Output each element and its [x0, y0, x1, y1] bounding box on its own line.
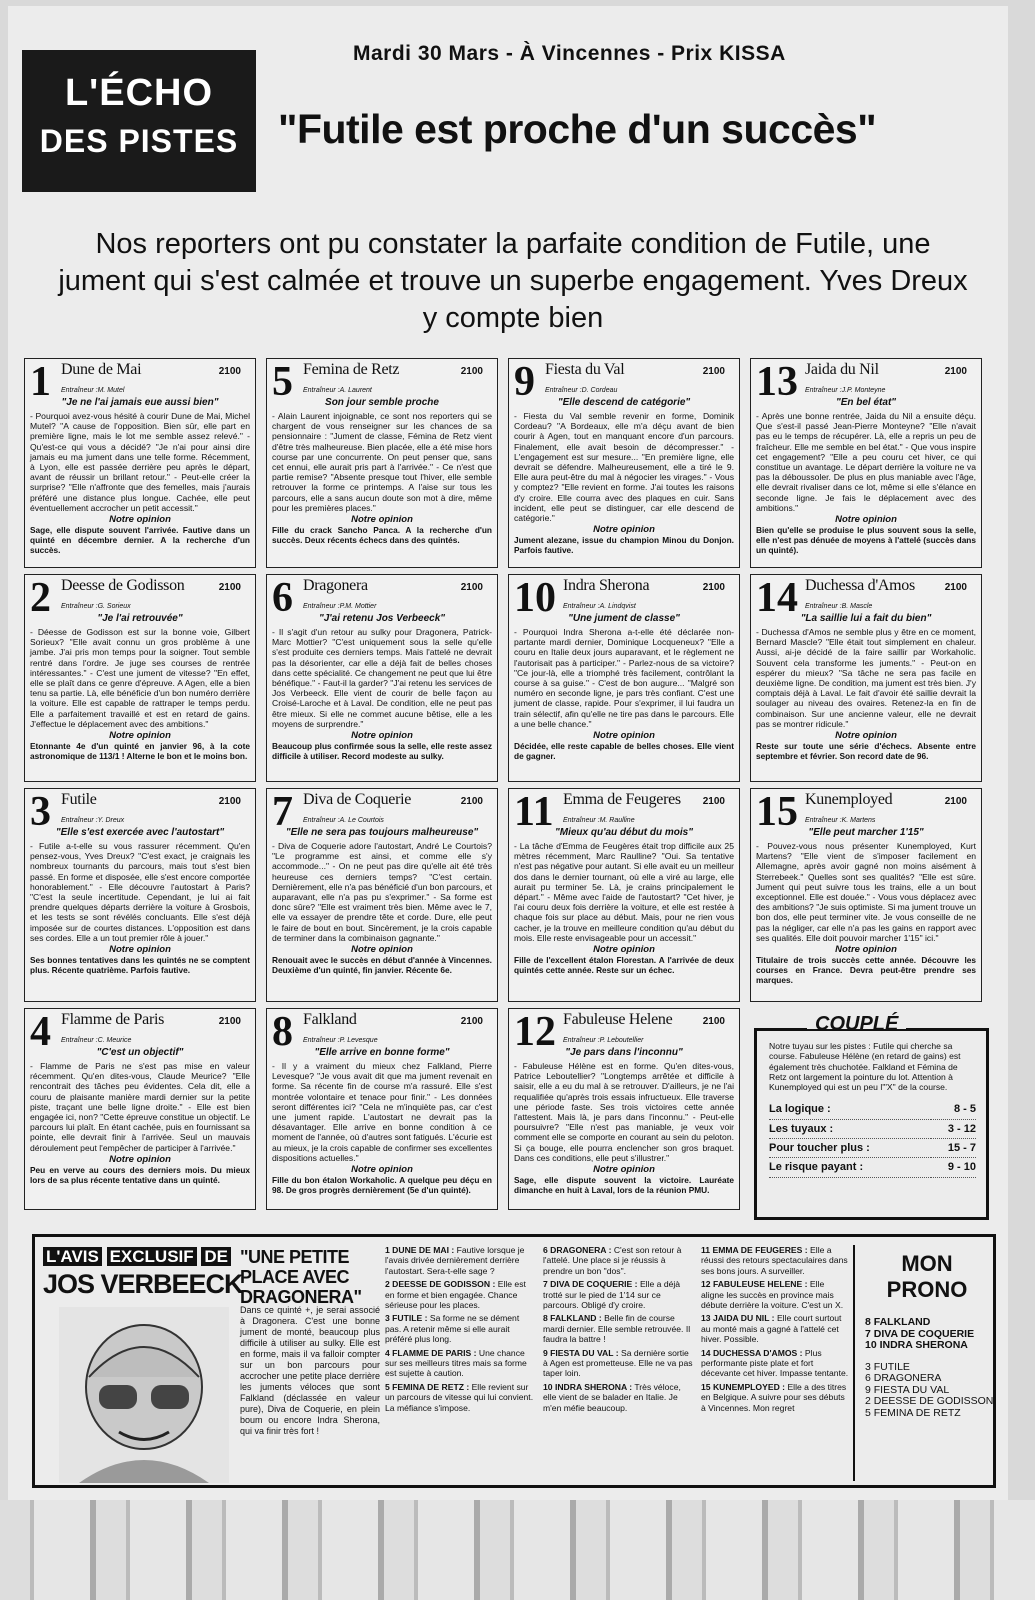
horse-interview: - Pourquoi avez-vous hésité à courir Dune de Mai, Michel Mutel? "A cause de l'opposition. Bien sûr, elle part en première ligne, mais le lot me semble assez relevé." - Qu'est-ce qui vous a décidé? "Je n'ai pour ainsi dire jamais eu ma jument dans une telle forme. Récemment, à Lyon, elle est passée derrière peu après le départ, avant de réussir un brillant retour." - Peut-elle créer la surprise? "Elle n'affronte que des femelles, mais j'aurais préféré une distance plus longue. Cachée, elle peut éventuellement accrocher un petit accessit." [30, 411, 250, 513]
avis-horse-heading: 15 KUNEMPLOYED : [701, 1381, 786, 1392]
avis-horse-text: Une chance sur ses meilleurs titres mais sa forme est sujette à caution. [385, 1347, 527, 1379]
horse-name: Kunemployed [805, 791, 893, 808]
horse-opinion: Jument alezane, issue du champion Minou du Donjon. Parfois fautive. [514, 535, 734, 556]
horse-quote: Son jour semble proche [325, 397, 439, 408]
horse-card [266, 788, 498, 1002]
horse-interview: - Après une bonne rentrée, Jaida du Nil a ensuite déçu. Que s'est-il passé Jean-Pierre Monteyne? "Elle n'avait pas eu le temps de récupérer. Là, elle a repris un peu de fraîcheur. Elle me semble en bel état." - Que vous inspire cet engagement? "Elle a peu couru cet hiver, ce qui constitue un avantage. Le départ derrière la voiture ne va pas la déboussoler. De plus en plus maniable avec l'âge, elle devrait rivaliser dans ce lot, même si elle s'élance en seconde ligne. Je fais le déplacement avec des ambitions." [756, 411, 976, 513]
horse-quote: "Une jument de classe" [568, 613, 680, 624]
couple-row [769, 1139, 976, 1158]
horse-name: Flamme de Paris [61, 1011, 165, 1028]
horse-number: 5 [272, 359, 293, 405]
avis-horse-text: Sa forme ne se dément pas. A retenir même si elle aurait préféré plus long. [385, 1313, 520, 1345]
horse-interview: - Il y a vraiment du mieux chez Falkland, Pierre Levesque? "Je vous avait dit que ma jument revenait en forme. Sa récente fin de course m'a rassuré. Elle s'est montrée volontaire et tenace pour finir." - Les données seront différentes ici? "Cela ne m'inquiète pas, car c'est une jument rapide. L'autostart ne devrait pas la désavantager. Elle arrive en bonne condition à ce moment de l'année, où d'autres sont fatigués. L'écurie est au mieux, je la crois capable de confirmer ses excellentes dispositions actuelles." [272, 1061, 492, 1163]
trainer-name: Entraîneur :G. Sorieux [61, 603, 131, 610]
avis-horse-note [701, 1313, 849, 1344]
prono-box [853, 1245, 994, 1481]
avis-horse-note [385, 1313, 535, 1344]
avis-horse-heading: 10 INDRA SHERONA : [543, 1381, 633, 1392]
avis-horse-heading: 2 DEESSE DE GODISSON : [385, 1279, 496, 1290]
horse-number: 10 [514, 575, 556, 621]
avis-horse-note [385, 1348, 535, 1379]
opinion-heading: Notre opinion [109, 730, 171, 742]
couple-label: Pour toucher plus : [769, 1139, 931, 1158]
horse-quote: "En bel état" [835, 397, 897, 408]
trainer-name: Entraîneur :M. Raulline [563, 817, 635, 824]
horse-opinion: Fille du crack Sancho Panca. A la recherche d'un succès. Deux récents échecs dans des quintés. [272, 525, 492, 546]
opinion-heading: Notre opinion [593, 730, 655, 742]
horse-number: 3 [30, 789, 51, 835]
horse-card [24, 358, 256, 568]
horse-card [508, 788, 740, 1002]
avis-horse-heading: 8 FALKLAND : [543, 1313, 602, 1324]
horse-name: Diva de Coquerie [303, 791, 412, 808]
race-distance: 2100 [460, 366, 483, 377]
horse-name: Falkland [303, 1011, 357, 1028]
avis-horse-note [385, 1382, 535, 1413]
horse-opinion: Etonnante 4e d'un quinté en janvier 96, à la cote astronomique de 113/1 ! Alterne le bon et le moins bon. [30, 741, 250, 762]
avis-horse-heading: 12 FABULEUSE HELENE : [701, 1279, 808, 1290]
horse-interview: - Il s'agit d'un retour au sulky pour Dragonera, Patrick-Marc Mottier? "C'est uniquement sous la selle qu'elle s'est produite ces derniers temps. Mais l'attelé ne devrait pas la désorienter, car elle a déjà fait de belles choses dans cette spécialité. Ce changement ne peut que lui être bénéfique." - Faut-il la garder? "J'ai retenu les services de Jos Verbeeck. Elle vient de courir de belle façon au Croisé-Laroche et à Laval. De condition, elle ne peut pas être mieux. Si elle ne commet aucune bêtise, elle a les moyens de surprendre." [272, 627, 492, 729]
horse-opinion: Fille de l'excellent étalon Florestan. A l'arrivée de deux quintés cette année. Reste sur un échec. [514, 955, 734, 976]
race-distance: 2100 [702, 1016, 725, 1027]
opinion-heading: Notre opinion [593, 944, 655, 956]
couple-row [769, 1119, 976, 1138]
horse-card [266, 574, 498, 782]
horse-card [750, 358, 982, 568]
trainer-name: Entraîneur :J.P. Monteyne [805, 387, 886, 394]
avis-horse-note [543, 1382, 693, 1413]
horse-quote: "Elle descend de catégorie" [557, 397, 691, 408]
avis-horse-heading: 9 FIESTA DU VAL : [543, 1347, 619, 1358]
prono-top-item: 7 DIVA DE COQUERIE [865, 1327, 975, 1340]
horse-quote: "Elle peut marcher 1'15" [808, 827, 924, 838]
avis-horse-heading: 14 DUCHESSA D'AMOS : [701, 1347, 803, 1358]
trainer-name: Entraîneur :B. Mascle [805, 603, 873, 610]
section-logo [22, 50, 256, 192]
avis-box [32, 1234, 996, 1488]
horse-interview: - Futile a-t-elle su vous rassurer récemment. Qu'en pensez-vous, Yves Dreux? "C'est exact, je craignais les nombreux tournants du parcours, mais tout s'est bien passé. En forme et disposée, elle s'est encore comportée honorablement." - Elle découvre l'autostart à Paris? "C'est la seule incertitude. Cependant, je lui ai fait prendre quelques départs derrière la voiture à Grosbois, et les tests se sont révélés concluants. Elle s'est déjà imposée sur de courtes distances. L'opposition est dans ses cordes. Elle a un tout premier rôle à jouer." [30, 841, 250, 943]
avis-horse-text: Fautive lorsque je l'avais drivée dernièrement derrière l'autostart. Sera-t-elle sage ? [385, 1245, 525, 1276]
horse-number: 14 [756, 575, 798, 621]
opinion-heading: Notre opinion [351, 1164, 413, 1176]
horse-card [24, 1008, 256, 1210]
horse-name: Fiesta du Val [545, 361, 625, 378]
horse-quote: "La saillie lui a fait du bien" [800, 613, 932, 624]
horse-interview: - Pourquoi Indra Sherona a-t-elle été déclarée non-partante mardi dernier, Dominique Locqueneux? "Elle a couru en Italie deux jours auparavant, et le règlement ne l'autorisait pas à participer." - Parlez-nous de sa victoire? "Ce jour-là, elle a triomphé très facilement, contrôlant la course à sa guise." - C'est de bon augure... "Malgré son numéro en seconde ligne, je pars très confiant. C'est une jument de classe, rapide. Pour s'exprimer, il lui faudra un train sélectif, afin qu'elle ne tire pas dans le parcours. Elle a une belle chance." [514, 627, 734, 729]
horse-opinion: Ses bonnes tentatives dans les quintés ne se comptent plus. Récente quatrième. Parfois fautive. [30, 955, 250, 976]
couple-row [769, 1100, 976, 1119]
horse-card [508, 574, 740, 782]
horse-name: Femina de Retz [303, 361, 400, 378]
horse-card [24, 574, 256, 782]
horse-card [266, 358, 498, 568]
horse-opinion: Sage, elle dispute souvent la victoire. Lauréate dimanche en huit à Laval, lors de la réunion PMU. [514, 1175, 734, 1196]
avis-horse-note [385, 1245, 535, 1276]
horse-card [750, 788, 982, 1002]
couple-text: Notre tuyau sur les pistes : Futile qui cherche sa course. Fabuleuse Hélène (en retard de gains) est également très chuchotée. Falkland et Fémina de Retz ont largement la pointure du lot. Attention à Kunemployed qui est un peu l'"X" de la course. [769, 1041, 961, 1093]
race-distance: 2100 [460, 796, 483, 807]
race-distance: 2100 [702, 366, 725, 377]
horse-opinion: Renouait avec le succès en début d'année à Vincennes. Deuxième d'un quinté, fin janvier. Récente 6e. [272, 955, 492, 976]
race-distance: 2100 [702, 796, 725, 807]
horse-quote: "C'est un objectif" [96, 1047, 184, 1058]
trainer-name: Entraîneur :Y. Dreux [61, 817, 125, 824]
prono-title-line-2: PRONO [886, 1277, 968, 1302]
couple-label: Le risque payant : [769, 1158, 931, 1177]
horse-name: Indra Sherona [563, 577, 650, 594]
horse-opinion: Décidée, elle reste capable de belles choses. Elle vient de gagner. [514, 741, 734, 762]
avis-horse-text: Elle revient sur un parcours de vitesse qui lui convient. La méfiance s'impose. [385, 1381, 534, 1413]
couple-label: Les tuyaux : [769, 1119, 931, 1138]
race-distance: 2100 [944, 366, 967, 377]
avis-horse-text: Belle fin de course mardi dernier. Elle semble retrouvée. Il faudra la battre ! [543, 1313, 691, 1345]
horse-quote: "Mieux qu'au début du mois" [555, 827, 693, 838]
avis-horse-heading: 5 FEMINA DE RETZ : [385, 1381, 470, 1392]
avis-tag-prefix: L'AVIS [43, 1247, 102, 1266]
couple-value: 15 - 7 [931, 1139, 976, 1158]
opinion-heading: Notre opinion [593, 1164, 655, 1176]
avis-tag [43, 1247, 231, 1267]
opinion-heading: Notre opinion [109, 944, 171, 956]
horse-name: Duchessa d'Amos [805, 577, 915, 594]
jockey-portrait [59, 1307, 229, 1483]
horse-name: Fabuleuse Helene [563, 1011, 673, 1028]
trainer-name: Entraîneur :P. Leboutellier [563, 1037, 644, 1044]
couple-value: 9 - 10 [931, 1158, 976, 1177]
newspaper-page [8, 6, 1008, 1504]
couple-table [769, 1100, 976, 1177]
avis-horse-note [701, 1279, 849, 1310]
prono-list [865, 1316, 994, 1419]
horse-interview: - Fiesta du Val semble revenir en forme, Dominik Cordeau? "A Bordeaux, elle m'a déçu avant de bien courir à Agen, tout en manquant encore d'un parcours. Finalement, elle avait besoin de décompresser." - L'engagement est sur mesure... "En première ligne, elle devrait se défendre. Malheureusement, elle a tiré le 9. Elle aura peut-être du mal à négocier les virages." - Vous y comptez? "Elle revient en forme. J'ai toutes les raisons d'y croire. Elle courra avec des plaques en cuir. Sans incident, elle peut se distinguer, car elle descend de catégorie." [514, 411, 734, 524]
horse-opinion: Titulaire de trois succès cette année. Découvre les courses en France. Devra peut-être prendre ses marques. [756, 955, 976, 986]
avis-horse-note [543, 1279, 693, 1310]
prono-item: 6 DRAGONERA [865, 1372, 942, 1384]
race-distance: 2100 [460, 582, 483, 593]
trainer-name: Entraîneur :A. Le Courtois [303, 817, 384, 824]
background-edge [0, 1500, 1035, 1600]
horse-name: Dragonera [303, 577, 368, 594]
logo-line-1: L'ÉCHO [64, 72, 214, 114]
prono-item: 9 FIESTA DU VAL [865, 1383, 950, 1396]
avis-horse-text: Elle court surtout au monté mais a gagné à l'attelé cet hiver. Possible. [701, 1313, 842, 1345]
jockey-portrait-drawing [59, 1307, 229, 1483]
dateline: Mardi 30 Mars - À Vincennes - Prix KISSA [353, 42, 786, 65]
avis-horse-heading: 7 DIVA DE COQUERIE : [543, 1279, 638, 1290]
horse-card [24, 788, 256, 1002]
opinion-heading: Notre opinion [835, 730, 897, 742]
opinion-heading: Notre opinion [351, 514, 413, 526]
horse-number: 9 [514, 359, 535, 405]
couple-row [769, 1158, 976, 1177]
avis-tag-de: DE [201, 1247, 231, 1266]
prono-item: 2 DEESSE DE GODISSON [865, 1395, 994, 1407]
avis-horse-note [543, 1245, 693, 1276]
horse-card [266, 1008, 498, 1210]
race-distance: 2100 [460, 1016, 483, 1027]
trainer-name: Entraîneur :D. Cordeau [545, 387, 618, 394]
opinion-heading: Notre opinion [835, 514, 897, 526]
avis-tag-exclusive: EXCLUSIF [107, 1247, 197, 1266]
trainer-name: Entraîneur :A. Laurent [303, 387, 372, 394]
logo-line-2: DES PISTES [39, 123, 239, 159]
prono-item: 3 FUTILE [865, 1360, 910, 1373]
trainer-name: Entraîneur :A. Lindqvist [563, 603, 636, 610]
horse-quote: "Elle ne sera pas toujours malheureuse" [285, 827, 479, 838]
avis-horse-note [701, 1348, 849, 1379]
trainer-name: Entraîneur :P.M. Mottier [303, 603, 377, 610]
avis-horse-text: Très véloce, elle vient de se balader en Italie. Je m'en méfie beaucoup. [543, 1381, 681, 1413]
horse-opinion: Bien qu'elle se produise le plus souvent sous la selle, elle n'est pas dénuée de moyens à l'attelé (succès dans un quinté). [756, 525, 976, 556]
avis-horse-note [543, 1313, 693, 1344]
couple-value: 3 - 12 [931, 1119, 976, 1138]
trainer-name: Entraîneur :M. Mutel [61, 387, 125, 394]
avis-horse-text: Elle a réussi des retours spectaculaires dans ses bons jours. A surveiller. [701, 1245, 848, 1276]
horse-name: Dune de Mai [61, 361, 142, 378]
horse-quote: "Elle arrive en bonne forme" [314, 1047, 450, 1058]
horse-card [508, 358, 740, 568]
horse-interview: - Déesse de Godisson est sur la bonne voie, Gilbert Sorieux? "Elle avait connu un gros problème à une jambe. J'ai pris mon temps pour la soigner. Tout semble rentré dans l'ordre. Je juge ses courses de rentrée intéressantes." - C'est une jument de vitesse? "En effet, elle se plaît dans ce genre d'épreuve. A Agen, elle a bien tenu sa partie. Là, elle bénéficie d'un bon numéro derrière la voiture. Elle est capable de rattraper le temps perdu. Elle a parfaitement travaillé et est en retard de gains. J'effectue le déplacement avec des ambitions." [30, 627, 250, 729]
avis-horse-text: Elle aligne les succès en province mais débute derrière la voiture. C'est un X. [701, 1279, 844, 1311]
avis-intro: Dans ce quinté +, je serai associé à Dragonera. C'est une bonne jument de monté, beaucoup plus difficile à utiliser au sulky. Elle est en forme, mais il va falloir compter sur un bon parcours pour accrocher une petite place derrière les juments véloces que sont Falkland (déclassée en valeur pure), Diva de Coquerie, en plein boum ou encore Indra Sherona, qui va finir très fort ! [240, 1305, 380, 1436]
prono-item: 5 FEMINA DE RETZ [865, 1406, 961, 1419]
horse-interview: - La tâche d'Emma de Feugères était trop difficile aux 25 mètres récemment, Marc Raulline? "Oui. Sa tentative n'est pas négative pour autant. Si elle avait eu un meilleur dos dans le dernier tournant, où elle a viré au large, elle aurait pu terminer 5e. Là, je crains principalement le départ." - Même avec l'aide de l'autostart? "Cet hiver, je l'ai couru deux fois derrière la voiture, et elle est restée à chaque fois sur place au début. Mais, pour ne rien vous cacher, je la trouve en meilleure condition qu'au début du mois. Elle reste envisageable pour un accessit." [514, 841, 734, 943]
deck-text: Nos reporters ont pu constater la parfaite condition de Futile, une jument qui s'est calmée et trouve un superbe engagement. Yves Dreux y compte bien [58, 228, 968, 334]
horse-opinion: Beaucoup plus confirmée sous la selle, elle reste assez difficile à utiliser. Record modeste au sulky. [272, 741, 492, 762]
horse-interview: - Alain Laurent injoignable, ce sont nos reporters qui se chargent de vous renseigner sur les chances de sa pensionnaire : "Jument de classe, Fémina de Retz vient d'être très malheureuse. Bien placée, elle a été mise hors course par une concurrente. On peut penser que, sans cet ennui, elle aurait pris part à l'arrivée." - Ce n'est que partie remise? "Absente presque tout l'hiver, elle semble retrouver la forme ce printemps. A l'aise sur tous les parcours, elle a sans aucun doute son mot à dire, même pour les premières places." [272, 411, 492, 513]
horse-quote: "J'ai retenu Jos Verbeeck" [319, 613, 445, 624]
horse-opinion: Peu en verve au cours des derniers mois. Du mieux lors de sa plus récente tentative dans un quinté. [30, 1165, 250, 1186]
horse-number: 13 [756, 359, 798, 405]
avis-horse-text: Elle a des titres en Belgique. A suivre pour ses débuts à Vincennes. Mon regret [701, 1381, 847, 1413]
couple-label: La logique : [769, 1100, 931, 1119]
opinion-heading: Notre opinion [109, 514, 171, 526]
horse-name: Emma de Feugeres [563, 791, 681, 808]
avis-quote: "UNE PETITE PLACE AVEC DRAGONERA" [240, 1247, 362, 1307]
race-distance: 2100 [218, 1016, 241, 1027]
horse-number: 12 [514, 1009, 556, 1055]
horse-quote: "Je pars dans l'inconnu" [565, 1047, 683, 1058]
horse-name: Futile [61, 791, 97, 808]
horse-interview: - Duchessa d'Amos ne semble plus y être en ce moment, Bernard Mascle? "Elle était tout simplement en chaleur. Aussi, ai-je décidé de la faire saillir par Workaholic. Souvent cela transforme les juments." - Peut-on en espérer du mieux? "Sa tâche ne sera pas facile en deuxième ligne. De condition, ma jument est très bien. J'y comptais déjà à Laval. Le fait d'avoir été saillie devrait la soulager au niveau des ovaires. Retenez-la en fin de combinaison. Sur une ancienne valeur, elle ne devrait pas se montrer ridicule." [756, 627, 976, 729]
horse-opinion: Sage, elle dispute souvent l'arrivée. Fautive dans un quinté en décembre dernier. A la recherche d'un succès. [30, 525, 250, 556]
avis-horse-text: C'est son retour à l'attelé. Une place si je réussis à prendre un bon "dos". [543, 1245, 682, 1276]
prono-top-item: 8 FALKLAND [865, 1316, 931, 1328]
race-distance: 2100 [218, 582, 241, 593]
horse-opinion: Fille du bon étalon Workaholic. A quelque peu déçu en 98. De gros progrès dernièrement (5e d'un quinté). [272, 1175, 492, 1196]
prono-gap [865, 1352, 989, 1362]
prono-title-line-1: MON [901, 1251, 953, 1276]
horse-number: 8 [272, 1009, 293, 1055]
avis-horse-heading: 11 EMMA DE FEUGERES : [701, 1245, 808, 1255]
avis-horse-text: Plus performante piste plate et fort décevante cet hiver. Impasse tentante. [701, 1347, 849, 1379]
horse-number: 11 [514, 789, 554, 835]
avis-horse-heading: 13 JAIDA DU NIL : [701, 1313, 775, 1324]
horse-quote: "Je l'ai retrouvée" [97, 613, 183, 624]
horse-opinion: Reste sur toute une série d'échecs. Absente entre septembre et février. Son record date de 96. [756, 741, 976, 762]
race-distance: 2100 [944, 582, 967, 593]
opinion-heading: Notre opinion [351, 730, 413, 742]
horse-number: 15 [756, 789, 798, 835]
horse-interview: - Flamme de Paris ne s'est pas mise en valeur récemment. Qu'en dites-vous, Claude Meurice? "Elle rencontrait des tâches peu évidentes. Cela dit, elle a couru de plaisante manière mardi dernier sur la petite piste, traçant une belle ligne droite." - Elle est bien engagée ici, non? "Cette épreuve constitue un objectif. Le parcours lui plaît. En étant cachée, puis en fournissant sa pointe, elle devrait finir à l'arrivée. Seul un mauvais déroulement peut l'empêcher de participer à l'arrivée." [30, 1061, 250, 1153]
race-distance: 2100 [702, 582, 725, 593]
horse-quote: "Elle s'est exercée avec l'autostart" [55, 827, 225, 838]
opinion-heading: Notre opinion [835, 944, 897, 956]
horse-name: Jaida du Nil [805, 361, 879, 378]
avis-name: JOS VERBEECK [43, 1269, 243, 1299]
avis-horse-note [701, 1245, 849, 1276]
avis-horse-heading: 4 FLAMME DE PARIS : [385, 1347, 477, 1358]
horse-name: Deesse de Godisson [61, 577, 185, 594]
race-distance: 2100 [218, 796, 241, 807]
headline: "Futile est proche d'un succès" [278, 106, 877, 152]
couple-title: COUPLÉ [807, 1019, 906, 1029]
avis-column-3 [701, 1245, 849, 1416]
avis-horse-note [385, 1279, 535, 1310]
avis-column-1 [385, 1245, 535, 1416]
horse-interview: - Fabuleuse Hélène est en forme. Qu'en dites-vous, Patrice Leboutellier? "Longtemps arrêtée et difficile à saisir, elle a eu du mal à se retrouver. D'ailleurs, je ne l'ai requalifiée qu'après trois essais infructueux. Elle traverse une période faste. Ses trois victoires cette année l'attestent. Mais là, je pars dans l'inconnu." - Peut-elle poursuivre? "Elle n'est pas maniable, je veux voir comment elle se comporte en courant au sein du peloton. Si ça bouge, elle pourra enclencher son gros braquet. Dans ces conditions, elle peut s'illustrer." [514, 1061, 734, 1163]
horse-card [750, 574, 982, 782]
avis-horse-note [701, 1382, 849, 1413]
opinion-heading: Notre opinion [109, 1153, 171, 1165]
horse-number: 1 [30, 359, 51, 405]
avis-horse-heading: 3 FUTILE : [385, 1313, 428, 1324]
horse-number: 2 [30, 575, 51, 621]
trainer-name: Entraîneur :K. Martens [805, 817, 876, 824]
horse-interview: - Pouvez-vous nous présenter Kunemployed, Kurt Martens? "Elle vient de s'imposer facilement en Allemagne, après avoir gagné non moins aisément à Sterrebeek." Quelles sont ses qualités? "Elle est sûre. Jument qui peut suivre tous les trains, elle a un bout exceptionnel. Elle est douée." - Vous vous déplacez avec des ambitions? "Je suis optimiste. Si ma jument trouve un bon dos, elle peut terminer vite. Je vous conseille de ne pas la négliger, car elle n'a pas les gains en rapport avec ses qualités. Elle doit pouvoir marcher 1'15" ici." [756, 841, 976, 943]
couple-value: 8 - 5 [931, 1100, 976, 1119]
avis-column-2 [543, 1245, 693, 1416]
horse-card [508, 1008, 740, 1210]
opinion-heading: Notre opinion [593, 524, 655, 536]
race-distance: 2100 [218, 366, 241, 377]
prono-top-item: 10 INDRA SHERONA [865, 1339, 968, 1351]
trainer-name: Entraîneur :C. Meurice [61, 1037, 132, 1044]
avis-horse-heading: 6 DRAGONERA : [543, 1245, 612, 1255]
horse-number: 7 [272, 789, 293, 835]
trainer-name: Entraîneur :P. Levesque [303, 1037, 378, 1044]
avis-horse-text: Elle a déjà trotté sur le pied de 1'14 sur ce parcours. Obligé d'y croire. [543, 1279, 681, 1311]
race-distance: 2100 [944, 796, 967, 807]
horse-number: 6 [272, 575, 293, 621]
avis-horse-text: Elle est en forme et bien engagée. Chance sérieuse pour les places. [385, 1279, 526, 1311]
avis-horse-note [543, 1348, 693, 1379]
horse-interview: - Diva de Coquerie adore l'autostart, André Le Courtois? "Le programme est ainsi, et comme elle s'y accommode..." - On ne peut pas dire qu'elle ait été très heureuse ces derniers temps? "C'est certain. Dernièrement, elle n'a pas bénéficié d'un bon parcours, et auparavant, elle n'a pas pu s'exprimer." - Sa forme est donc sûre? "Elle est vraiment très bien. Même avec le 7, elle va essayer de prendre tête et corde. Dure, elle peut le faire de bout en bout. Sincèrement, je la crois capable de terminer dans la combinaison gagnante." [272, 841, 492, 943]
opinion-heading: Notre opinion [351, 944, 413, 956]
avis-horse-heading: 1 DUNE DE MAI : [385, 1245, 455, 1255]
avis-horse-text: Sa dernière sortie à Agen est prometteuse. Elle ne va pas taper loin. [543, 1347, 693, 1379]
horse-quote: "Je ne l'ai jamais eue aussi bien" [61, 397, 219, 408]
horse-number: 4 [30, 1009, 51, 1055]
couple-box [754, 1013, 989, 1220]
